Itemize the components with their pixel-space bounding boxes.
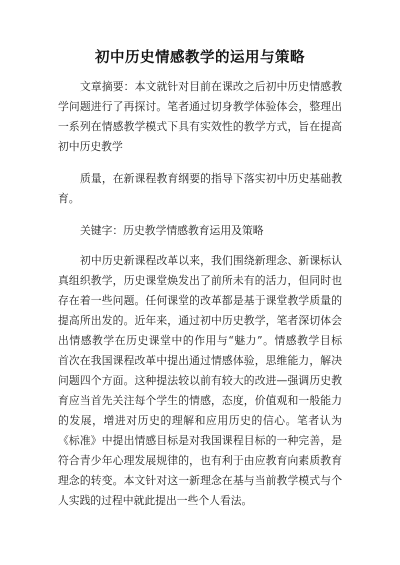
abstract-line: 初中历史教学 <box>58 140 123 153</box>
document-title: 初中历史情感教学的运用与策略 <box>95 49 305 66</box>
body-line: 育。 <box>58 192 80 205</box>
body-line: 质量，在新课程教育纲要的指导下落实初中历史基础教 <box>80 172 342 185</box>
body-line: 理念的转变。本文针对这一新理念在基与当前教学模式与个 <box>58 474 342 487</box>
abstract-line: 文章摘要：本文就针对目前在课改之后初中历史情感教 <box>80 80 342 93</box>
body-line: 真组织教学，历史课堂焕发出了前所未有的活力，但同时也 <box>58 274 342 287</box>
abstract-line: 一系列在情感教学模式下具有实效性的教学方式，旨在提高 <box>58 120 342 133</box>
body-line: 提高所出发的。近年来，通过初中历史教学，笔者深切体会 <box>58 314 342 327</box>
body-line: 初中历史新课程改革以来，我们围绕新理念、新课标认 <box>80 254 342 267</box>
body-line: 符合青少年心理发展规律的，也有利于由应教育向素质教育 <box>58 454 342 467</box>
body-line: 出情感教学在历史课堂中的作用与“魅力”。情感教学目标 <box>58 334 342 347</box>
body-line: 首次在我国课程改革中提出通过情感体验，思维能力，解决 <box>58 354 342 367</box>
body-line: 的发展，增进对历史的理解和应用历史的信心。笔者认为 <box>58 414 342 427</box>
body-line: 人实践的过程中就此提出一些个人看法。 <box>58 494 253 507</box>
body-line: 育应当首先关注每个学生的情感，态度，价值观和一般能力 <box>58 394 342 407</box>
keywords-line: 关键字：历史教学情感教育运用及策略 <box>80 224 264 237</box>
body-line: 存在着一些问题。任何课堂的改革都是基于课堂教学质量的 <box>58 294 342 307</box>
body-line: 《标准》中提出情感目标是对我国课程目标的一种完善，是 <box>58 434 342 447</box>
abstract-line: 学问题进行了再探讨。笔者通过切身教学体验体会，整理出 <box>58 100 342 113</box>
body-line: 问题四个方面。这种提法较以前有较大的改进—强调历史教 <box>58 374 342 387</box>
